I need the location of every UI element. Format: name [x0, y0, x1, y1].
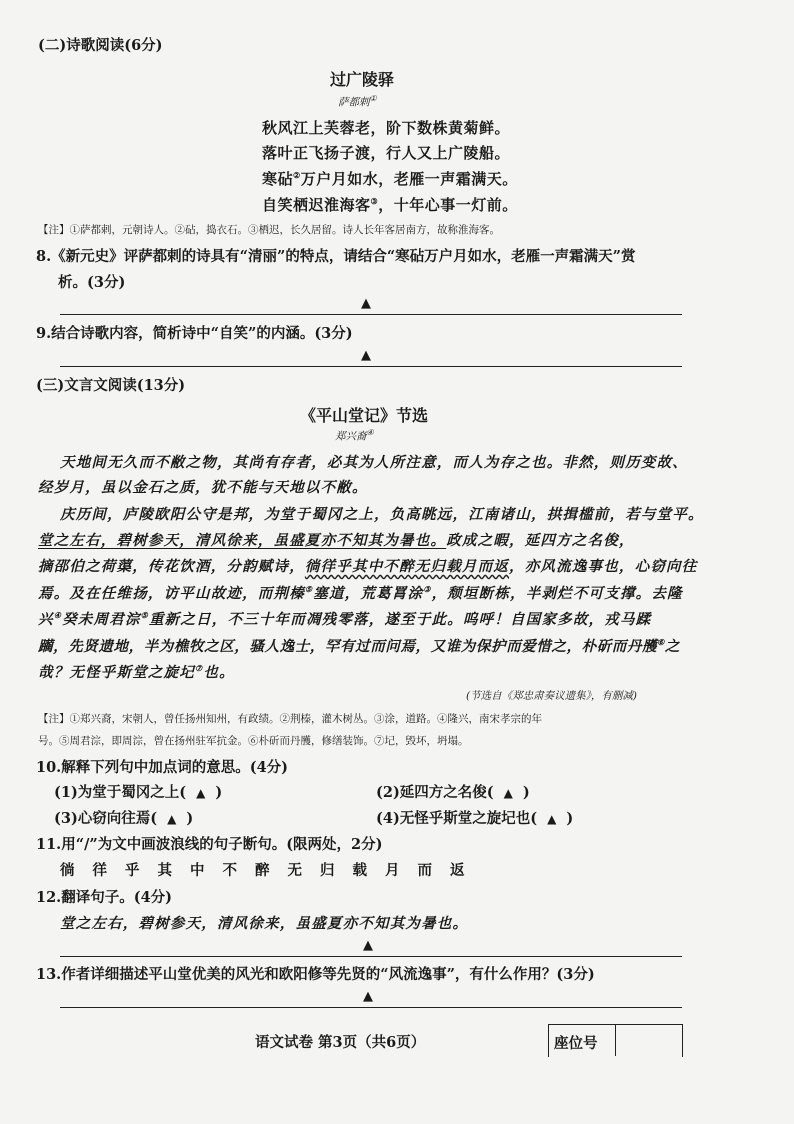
- classical-section-heading: (三)文言文阅读(13分): [36, 377, 186, 394]
- poetry-section-heading: (二)诗歌阅读(6分): [38, 37, 163, 54]
- answer-line-q9[interactable]: [60, 366, 682, 367]
- question-10-item-1: (1)为堂于蜀冈之上( ▲ ): [54, 784, 223, 801]
- poem-line-3: 寒砧②万户月如水，老雁一声霜满天。: [262, 170, 518, 188]
- wavy-underlined-sentence: 徜徉乎其中不醉无归载月而返: [304, 558, 510, 575]
- answer-marker-q10-3: ▲: [167, 812, 177, 826]
- question-8-line-1: 8.《新元史》评萨都剌的诗具有“清丽”的特点，请结合“寒砧万户月如水，老雁一声霜满天”赏: [36, 248, 636, 265]
- answer-marker-q13: ▲: [363, 989, 373, 1004]
- question-8-line-2: 析。(3分): [58, 274, 126, 291]
- passage-para2-line1: 庆历间，庐陵欧阳公守是邦，为堂于蜀冈之上，负高眺远，江南诸山，拱揖槛前，若与堂平。: [60, 506, 704, 523]
- poem-author: 萨都剌①: [338, 94, 377, 109]
- passage-para2-line5: 兴④癸未周君淙⑤重新之日，不三十年而凋残零落，遂至于此。呜呼！自国家多故，戎马蹂: [38, 610, 652, 628]
- answer-line-q8[interactable]: [60, 314, 682, 315]
- question-13: 13.作者详细描述平山堂优美的风光和欧阳修等先贤的“风流逸事”，有什么作用？(3分): [36, 966, 595, 983]
- answer-marker-q8: ▲: [361, 296, 371, 311]
- seat-box-divider: [615, 1024, 616, 1056]
- question-10: 10.解释下列句中加点词的意思。(4分): [36, 759, 289, 776]
- question-12: 12.翻译句子。(4分): [36, 889, 173, 906]
- passage-source: (节选自《郑忠肃奏议遗集》，有删减): [466, 690, 637, 702]
- passage-para2-line6: 躏，先贤遗地，半为樵牧之区，骚人逸士，罕有过而问焉，又谁为保护而爱惜之，朴斫而丹雘⑥之: [38, 637, 680, 655]
- passage-para2-line3: 摘邵伯之荷蕖，传花饮酒，分韵赋诗，徜徉乎其中不醉无归载月而返，亦风流逸事也，心窃向往: [38, 558, 698, 575]
- poem-line-1: 秋风江上芙蓉老，阶下数株黄菊鲜。: [262, 119, 511, 137]
- question-11-sentence[interactable]: 徜徉乎其中不醉无归载月而返: [60, 862, 483, 879]
- answer-marker-q10-2: ▲: [503, 786, 513, 800]
- poem-note: 【注】①萨都剌，元朝诗人。②砧，捣衣石。③栖迟，长久居留。诗人长年客居南方，故称淮海客。: [38, 224, 500, 236]
- question-10-item-4: (4)无怪乎斯堂之旋圮也( ▲ ): [376, 810, 574, 827]
- passage-para1-line1: 天地间无久而不敝之物，其尚有存者，必其为人所注意，而人为存之也。非然，则历变故、: [60, 454, 688, 471]
- passage-title: 《平山堂记》节选: [300, 406, 429, 425]
- seat-number-label: 座位号: [554, 1035, 598, 1052]
- passage-para1-line2: 经岁月，虽以金石之质，犹不能与天地以不敝。: [38, 479, 368, 496]
- answer-marker-q10-1: ▲: [196, 786, 206, 800]
- answer-line-q13[interactable]: [60, 1007, 682, 1008]
- question-12-sentence: 堂之左右，碧树参天，清风徐来，虽盛夏亦不知其为暑也。: [60, 915, 469, 932]
- passage-para2-line7: 哉？无怪乎斯堂之旋圮⑦也。: [38, 663, 235, 681]
- question-11: 11.用“/”为文中画波浪线的句子断句。(限两处，2分): [36, 836, 383, 853]
- answer-marker-q12: ▲: [363, 938, 373, 953]
- question-10-item-2: (2)延四方之名俊( ▲ ): [376, 784, 530, 801]
- passage-note-line2: 号。⑤周君淙，即周淙，曾在扬州驻军抗金。⑥朴斫而丹雘，修缮装饰。⑦圮，毁坏，坍塌。: [38, 735, 469, 747]
- passage-note-line1: 【注】①郑兴裔，宋朝人，曾任扬州知州，有政绩。②荆榛，灌木树丛。③涂，道路。④隆兴，南宋孝宗的年: [38, 713, 542, 725]
- page-footer: 语文试卷 第3页（共6页）: [255, 1034, 426, 1051]
- question-9: 9.结合诗歌内容，简析诗中“自笑”的内涵。(3分): [36, 325, 353, 342]
- poem-title: 过广陵驿: [330, 70, 395, 89]
- answer-marker-q10-4: ▲: [547, 812, 557, 826]
- question-10-item-3: (3)心窃向往焉( ▲ ): [54, 810, 194, 827]
- poem-line-2: 落叶正飞扬子渡，行人又上广陵船。: [262, 144, 511, 162]
- passage-para2-line2: 堂之左右，碧树参天，清风徐来，虽盛夏亦不知其为暑也。政成之暇，延四方之名俊，: [38, 532, 635, 549]
- passage-para2-line4: 焉。及在任维扬，访平山故迹，而荆榛⑤塞道，荒葛罥涂③，颓垣断栋，半剥烂不可支撑。去隆: [38, 584, 683, 602]
- answer-marker-q9: ▲: [361, 348, 371, 363]
- poem-line-4: 自笑栖迟淮海客③，十年心事一灯前。: [262, 196, 518, 214]
- passage-author: 郑兴裔④: [335, 428, 374, 443]
- answer-line-q12[interactable]: [60, 956, 682, 957]
